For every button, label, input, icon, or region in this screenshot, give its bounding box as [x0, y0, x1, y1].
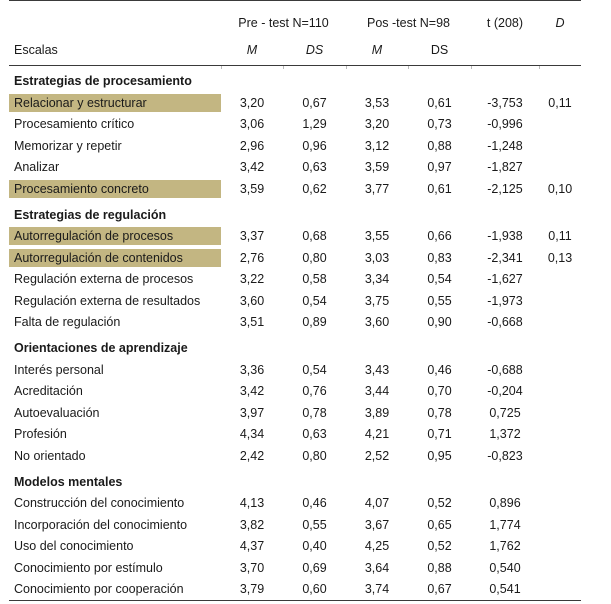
header-group-t: t (208) [471, 5, 539, 37]
row-scale-label-cell [9, 493, 221, 515]
cell-postest-ds: 0,67 [408, 579, 471, 601]
header-pretest-m: M [221, 37, 283, 66]
cell-pretest-m: 4,37 [221, 536, 283, 558]
cell-postest-m: 2,52 [346, 445, 408, 467]
cell-t-value: 0,725 [471, 402, 539, 424]
table-group-heading [9, 467, 581, 493]
group-heading-label: Orientaciones de aprendizaje [9, 333, 581, 359]
table-group-heading [9, 200, 581, 226]
row-scale-label-cell [9, 312, 221, 334]
cell-postest-m: 3,74 [346, 579, 408, 601]
cell-pretest-m: 2,76 [221, 247, 283, 269]
table-row [9, 493, 581, 515]
cell-pretest-ds: 0,67 [283, 92, 346, 114]
table-row [9, 579, 581, 601]
row-scale-label-cell [9, 226, 221, 248]
cell-t-value: 1,372 [471, 424, 539, 446]
header-group-row [9, 5, 581, 37]
cell-postest-m: 3,44 [346, 381, 408, 403]
row-scale-label: Procesamiento crítico [14, 117, 134, 131]
row-scale-label-cell [9, 247, 221, 269]
row-scale-label-cell [9, 269, 221, 291]
table-row [9, 178, 581, 200]
cell-t-value: -2,341 [471, 247, 539, 269]
column-tick-mark [408, 66, 409, 69]
header-pretest-ds: DS [283, 37, 346, 66]
table-row [9, 359, 581, 381]
row-scale-label: Conocimiento por cooperación [14, 582, 184, 596]
table-row [9, 247, 581, 269]
cell-postest-m: 3,55 [346, 226, 408, 248]
cell-pretest-m: 3,59 [221, 178, 283, 200]
cell-postest-ds: 0,54 [408, 269, 471, 291]
table-row [9, 92, 581, 114]
cell-postest-m: 3,12 [346, 135, 408, 157]
cell-postest-ds: 0,52 [408, 493, 471, 515]
cell-postest-ds: 0,95 [408, 445, 471, 467]
cell-postest-m: 3,75 [346, 290, 408, 312]
cell-pretest-ds: 0,54 [283, 290, 346, 312]
cell-postest-m: 4,25 [346, 536, 408, 558]
cell-postest-ds: 0,55 [408, 290, 471, 312]
cell-d-value: 0,10 [539, 178, 581, 200]
table-row [9, 290, 581, 312]
row-scale-label: Conocimiento por estímulo [14, 561, 163, 575]
cell-d-value [539, 557, 581, 579]
cell-postest-m: 3,34 [346, 269, 408, 291]
cell-pretest-m: 3,60 [221, 290, 283, 312]
row-scale-label-cell [9, 402, 221, 424]
cell-pretest-m: 3,22 [221, 269, 283, 291]
table-header [9, 1, 581, 66]
row-scale-label: Autoevaluación [14, 406, 99, 420]
cell-pretest-m: 3,20 [221, 92, 283, 114]
row-scale-label-highlighted: Autorregulación de procesos [9, 227, 221, 245]
header-d-blank [539, 37, 581, 66]
cell-postest-ds: 0,90 [408, 312, 471, 334]
cell-d-value: 0,11 [539, 92, 581, 114]
row-scale-label: Uso del conocimiento [14, 539, 134, 553]
cell-pretest-ds: 0,60 [283, 579, 346, 601]
table-row [9, 536, 581, 558]
cell-postest-m: 3,67 [346, 514, 408, 536]
row-scale-label: Analizar [14, 160, 59, 174]
cell-pretest-m: 3,82 [221, 514, 283, 536]
cell-postest-ds: 0,71 [408, 424, 471, 446]
cell-postest-ds: 0,52 [408, 536, 471, 558]
cell-pretest-ds: 0,54 [283, 359, 346, 381]
header-group-postest: Pos -test N=98 [346, 5, 471, 37]
cell-pretest-ds: 0,80 [283, 247, 346, 269]
group-heading-label: Modelos mentales [9, 467, 581, 493]
row-scale-label-cell [9, 514, 221, 536]
cell-d-value [539, 424, 581, 446]
cell-pretest-m: 3,51 [221, 312, 283, 334]
cell-d-value [539, 445, 581, 467]
cell-postest-ds: 0,61 [408, 178, 471, 200]
cell-pretest-ds: 0,63 [283, 424, 346, 446]
cell-postest-ds: 0,70 [408, 381, 471, 403]
row-scale-label-cell [9, 135, 221, 157]
cell-t-value: -0,204 [471, 381, 539, 403]
cell-postest-ds: 0,83 [408, 247, 471, 269]
cell-t-value: -1,938 [471, 226, 539, 248]
cell-pretest-ds: 0,55 [283, 514, 346, 536]
cell-postest-ds: 0,46 [408, 359, 471, 381]
row-scale-label-cell [9, 557, 221, 579]
cell-postest-ds: 0,88 [408, 135, 471, 157]
cell-t-value: -1,248 [471, 135, 539, 157]
cell-pretest-m: 3,42 [221, 381, 283, 403]
header-escalas: Escalas [9, 37, 221, 66]
row-scale-label: Interés personal [14, 363, 104, 377]
cell-pretest-ds: 0,62 [283, 178, 346, 200]
cell-pretest-m: 3,97 [221, 402, 283, 424]
cell-postest-ds: 0,66 [408, 226, 471, 248]
table-row [9, 135, 581, 157]
column-tick-mark [539, 66, 540, 69]
cell-pretest-ds: 1,29 [283, 114, 346, 136]
cell-t-value: -1,627 [471, 269, 539, 291]
cell-postest-m: 4,21 [346, 424, 408, 446]
statistics-table [9, 0, 581, 604]
table-row [9, 114, 581, 136]
cell-pretest-m: 3,06 [221, 114, 283, 136]
table-row [9, 514, 581, 536]
row-scale-label: Profesión [14, 427, 67, 441]
cell-postest-m: 3,60 [346, 312, 408, 334]
row-scale-label-cell [9, 92, 221, 114]
table-row [9, 269, 581, 291]
cell-d-value [539, 135, 581, 157]
row-scale-label: Memorizar y repetir [14, 139, 122, 153]
row-scale-label: Regulación externa de resultados [14, 294, 200, 308]
row-scale-label-cell [9, 424, 221, 446]
cell-postest-ds: 0,73 [408, 114, 471, 136]
cell-d-value [539, 579, 581, 601]
row-scale-label: No orientado [14, 449, 86, 463]
cell-t-value: -0,823 [471, 445, 539, 467]
row-scale-label: Acreditación [14, 384, 83, 398]
row-scale-label-highlighted: Relacionar y estructurar [9, 94, 221, 112]
cell-d-value [539, 493, 581, 515]
column-tick-mark [221, 66, 222, 69]
cell-t-value: 1,762 [471, 536, 539, 558]
cell-pretest-ds: 0,76 [283, 381, 346, 403]
cell-pretest-m: 3,79 [221, 579, 283, 601]
row-scale-label: Incorporación del conocimiento [14, 518, 187, 532]
row-scale-label-cell [9, 157, 221, 179]
cell-pretest-ds: 0,46 [283, 493, 346, 515]
cell-t-value: -1,827 [471, 157, 539, 179]
group-heading-label: Estrategias de procesamiento [9, 66, 581, 93]
table-bottom-rule [9, 601, 581, 604]
row-scale-label-cell [9, 359, 221, 381]
cell-pretest-m: 3,36 [221, 359, 283, 381]
table-row [9, 424, 581, 446]
cell-pretest-ds: 0,78 [283, 402, 346, 424]
cell-pretest-m: 2,42 [221, 445, 283, 467]
cell-pretest-ds: 0,96 [283, 135, 346, 157]
cell-postest-m: 3,77 [346, 178, 408, 200]
cell-t-value: 0,896 [471, 493, 539, 515]
column-tick-mark [471, 66, 472, 69]
table-row [9, 445, 581, 467]
row-scale-label-cell [9, 114, 221, 136]
cell-postest-m: 3,43 [346, 359, 408, 381]
cell-postest-ds: 0,78 [408, 402, 471, 424]
cell-pretest-ds: 0,68 [283, 226, 346, 248]
cell-t-value: 0,541 [471, 579, 539, 601]
table-group-heading [9, 333, 581, 359]
header-group-d: D [539, 5, 581, 37]
cell-pretest-m: 4,13 [221, 493, 283, 515]
row-scale-label: Falta de regulación [14, 315, 120, 329]
cell-d-value [539, 290, 581, 312]
cell-pretest-ds: 0,63 [283, 157, 346, 179]
cell-postest-m: 3,03 [346, 247, 408, 269]
cell-pretest-m: 2,96 [221, 135, 283, 157]
cell-pretest-m: 3,70 [221, 557, 283, 579]
cell-pretest-m: 3,42 [221, 157, 283, 179]
cell-pretest-ds: 0,40 [283, 536, 346, 558]
table-group-heading [9, 66, 581, 93]
cell-postest-ds: 0,88 [408, 557, 471, 579]
table-body [9, 66, 581, 601]
row-scale-label: Regulación externa de procesos [14, 272, 193, 286]
row-scale-label-cell [9, 536, 221, 558]
column-tick-mark [346, 66, 347, 69]
header-postest-ds: DS [408, 37, 471, 66]
row-scale-label-cell [9, 381, 221, 403]
column-tick-mark [283, 66, 284, 69]
cell-t-value: 0,540 [471, 557, 539, 579]
cell-d-value [539, 381, 581, 403]
cell-pretest-ds: 0,69 [283, 557, 346, 579]
cell-d-value [539, 312, 581, 334]
cell-pretest-ds: 0,80 [283, 445, 346, 467]
cell-postest-ds: 0,61 [408, 92, 471, 114]
table-footer [9, 601, 581, 604]
cell-pretest-ds: 0,89 [283, 312, 346, 334]
cell-d-value [539, 359, 581, 381]
group-heading-label: Estrategias de regulación [9, 200, 581, 226]
header-postest-m: M [346, 37, 408, 66]
cell-t-value: 1,774 [471, 514, 539, 536]
cell-postest-m: 3,59 [346, 157, 408, 179]
cell-d-value [539, 269, 581, 291]
cell-t-value: -3,753 [471, 92, 539, 114]
cell-d-value [539, 114, 581, 136]
cell-postest-m: 3,89 [346, 402, 408, 424]
table-row [9, 157, 581, 179]
cell-pretest-ds: 0,58 [283, 269, 346, 291]
table-row [9, 402, 581, 424]
header-sub-row [9, 37, 581, 66]
cell-t-value: -1,973 [471, 290, 539, 312]
cell-postest-m: 3,53 [346, 92, 408, 114]
cell-d-value [539, 536, 581, 558]
header-t-blank [471, 37, 539, 66]
cell-d-value [539, 157, 581, 179]
cell-t-value: -0,996 [471, 114, 539, 136]
cell-pretest-m: 4,34 [221, 424, 283, 446]
cell-d-value [539, 514, 581, 536]
cell-pretest-m: 3,37 [221, 226, 283, 248]
cell-postest-ds: 0,97 [408, 157, 471, 179]
table-row [9, 557, 581, 579]
header-group-spacer [9, 5, 221, 37]
table-row [9, 226, 581, 248]
row-scale-label: Construcción del conocimiento [14, 496, 184, 510]
cell-t-value: -0,668 [471, 312, 539, 334]
cell-t-value: -2,125 [471, 178, 539, 200]
cell-d-value [539, 402, 581, 424]
table-row [9, 312, 581, 334]
header-group-pretest: Pre - test N=110 [221, 5, 346, 37]
row-scale-label-cell [9, 178, 221, 200]
cell-postest-m: 4,07 [346, 493, 408, 515]
row-scale-label-cell [9, 445, 221, 467]
row-scale-label-highlighted: Autorregulación de contenidos [9, 249, 221, 267]
cell-d-value: 0,13 [539, 247, 581, 269]
row-scale-label-highlighted: Procesamiento concreto [9, 180, 221, 198]
cell-postest-m: 3,64 [346, 557, 408, 579]
row-scale-label-cell [9, 579, 221, 601]
cell-postest-ds: 0,65 [408, 514, 471, 536]
cell-t-value: -0,688 [471, 359, 539, 381]
row-scale-label-cell [9, 290, 221, 312]
table-row [9, 381, 581, 403]
cell-d-value: 0,11 [539, 226, 581, 248]
cell-postest-m: 3,20 [346, 114, 408, 136]
